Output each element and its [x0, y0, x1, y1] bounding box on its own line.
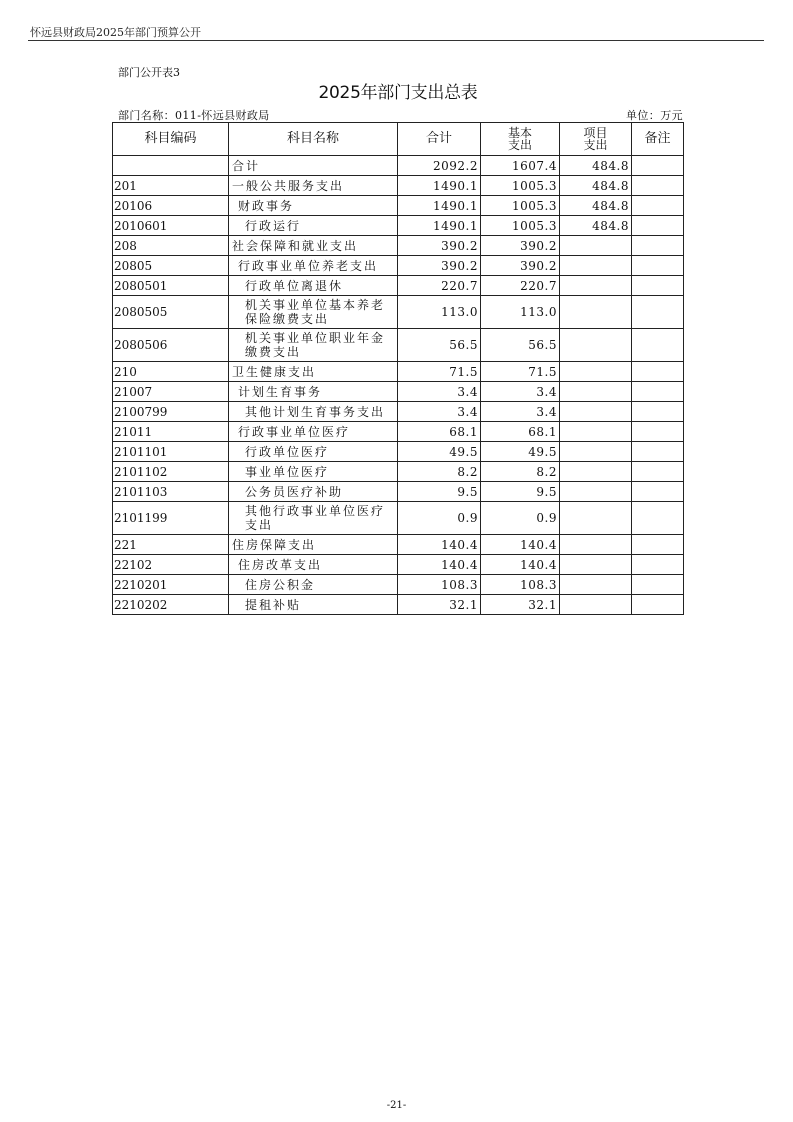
cell-note [632, 196, 684, 216]
cell-total: 8.2 [398, 462, 481, 482]
cell-basic: 390.2 [481, 236, 560, 256]
table-row [113, 276, 684, 296]
table-row [113, 362, 684, 382]
cell-project [560, 482, 632, 502]
cell-basic: 32.1 [481, 595, 560, 615]
cell-total: 1490.1 [398, 196, 481, 216]
cell-total: 2092.2 [398, 156, 481, 176]
cell-code: 210 [113, 362, 229, 382]
cell-project [560, 296, 632, 329]
header-note: 备注 [632, 123, 684, 156]
cell-code: 21011 [113, 422, 229, 442]
cell-total: 56.5 [398, 329, 481, 362]
table-row [113, 256, 684, 276]
cell-basic: 108.3 [481, 575, 560, 595]
table-row [113, 402, 684, 422]
cell-code: 20106 [113, 196, 229, 216]
table-row [113, 462, 684, 482]
cell-note [632, 276, 684, 296]
cell-name: 行政事业单位养老支出 [229, 256, 398, 276]
cell-basic: 49.5 [481, 442, 560, 462]
expenditure-table [112, 122, 684, 615]
header-name: 科目名称 [229, 123, 398, 156]
cell-total: 390.2 [398, 236, 481, 256]
cell-total: 1490.1 [398, 216, 481, 236]
cell-project [560, 402, 632, 422]
cell-note [632, 422, 684, 442]
cell-total: 113.0 [398, 296, 481, 329]
department-name-label: 部门名称：011-怀远县财政局 [118, 109, 270, 122]
table-row [113, 555, 684, 575]
cell-project [560, 442, 632, 462]
cell-basic: 56.5 [481, 329, 560, 362]
table-row [113, 442, 684, 462]
cell-total: 3.4 [398, 382, 481, 402]
cell-note [632, 575, 684, 595]
cell-total: 220.7 [398, 276, 481, 296]
header-basic [481, 123, 560, 156]
cell-code: 2080505 [113, 296, 229, 329]
table-row [113, 196, 684, 216]
cell-project: 484.8 [560, 216, 632, 236]
cell-project [560, 555, 632, 575]
cell-total: 140.4 [398, 555, 481, 575]
table-row [113, 482, 684, 502]
cell-code: 2080501 [113, 276, 229, 296]
cell-note [632, 236, 684, 256]
cell-name: 行政运行 [229, 216, 398, 236]
cell-name: 社会保障和就业支出 [229, 236, 398, 256]
cell-total: 49.5 [398, 442, 481, 462]
table-row [113, 296, 684, 329]
cell-basic: 3.4 [481, 402, 560, 422]
cell-note [632, 329, 684, 362]
cell-basic: 68.1 [481, 422, 560, 442]
cell-note [632, 502, 684, 535]
cell-note [632, 402, 684, 422]
table-row [113, 502, 684, 535]
header-total: 合计 [398, 123, 481, 156]
cell-total: 32.1 [398, 595, 481, 615]
cell-basic: 390.2 [481, 256, 560, 276]
cell-note [632, 482, 684, 502]
cell-name: 机关事业单位基本养老 保险缴费支出 [229, 296, 398, 329]
unit-label: 单位：万元 [626, 109, 683, 122]
table-header-row [113, 123, 684, 156]
table-row [113, 382, 684, 402]
cell-note [632, 595, 684, 615]
page-number: -21- [386, 1100, 407, 1111]
cell-code: 2010601 [113, 216, 229, 236]
cell-basic: 3.4 [481, 382, 560, 402]
cell-name: 计划生育事务 [229, 382, 398, 402]
header-project [560, 123, 632, 156]
table-row [113, 216, 684, 236]
cell-project: 484.8 [560, 176, 632, 196]
cell-name: 财政事务 [229, 196, 398, 216]
table-code-label: 部门公开表3 [118, 66, 180, 79]
cell-code: 2080506 [113, 329, 229, 362]
cell-name: 一般公共服务支出 [229, 176, 398, 196]
cell-project [560, 595, 632, 615]
cell-basic: 0.9 [481, 502, 560, 535]
cell-note [632, 442, 684, 462]
cell-note [632, 296, 684, 329]
cell-total: 3.4 [398, 402, 481, 422]
cell-name: 住房公积金 [229, 575, 398, 595]
cell-note [632, 156, 684, 176]
cell-note [632, 462, 684, 482]
table-row [113, 575, 684, 595]
cell-project [560, 362, 632, 382]
cell-total: 71.5 [398, 362, 481, 382]
header-divider [28, 40, 764, 41]
cell-project [560, 575, 632, 595]
cell-code: 2101103 [113, 482, 229, 502]
cell-code: 2210202 [113, 595, 229, 615]
cell-code: 2101102 [113, 462, 229, 482]
cell-note [632, 555, 684, 575]
cell-total: 68.1 [398, 422, 481, 442]
cell-code: 22102 [113, 555, 229, 575]
cell-code [113, 156, 229, 176]
table-row [113, 176, 684, 196]
cell-name: 行政单位离退休 [229, 276, 398, 296]
cell-basic: 113.0 [481, 296, 560, 329]
table-row [113, 595, 684, 615]
cell-name: 其他计划生育事务支出 [229, 402, 398, 422]
cell-basic: 9.5 [481, 482, 560, 502]
cell-project [560, 329, 632, 362]
running-header-title: 怀远县财政局2025年部门预算公开 [30, 26, 201, 39]
cell-basic: 1005.3 [481, 196, 560, 216]
header-basic-line2: 支出 [507, 138, 532, 152]
cell-project [560, 382, 632, 402]
header-project-line2: 支出 [583, 138, 608, 152]
header-code: 科目编码 [113, 123, 229, 156]
cell-name: 住房改革支出 [229, 555, 398, 575]
cell-basic: 140.4 [481, 535, 560, 555]
cell-name: 机关事业单位职业年金 缴费支出 [229, 329, 398, 362]
cell-total: 140.4 [398, 535, 481, 555]
cell-code: 221 [113, 535, 229, 555]
cell-code: 20805 [113, 256, 229, 276]
table-row [113, 236, 684, 256]
cell-project [560, 535, 632, 555]
cell-name: 公务员医疗补助 [229, 482, 398, 502]
cell-basic: 1005.3 [481, 176, 560, 196]
cell-name: 行政事业单位医疗 [229, 422, 398, 442]
cell-name: 住房保障支出 [229, 535, 398, 555]
page-title: 2025年部门支出总表 [318, 83, 478, 103]
cell-project [560, 256, 632, 276]
cell-basic: 140.4 [481, 555, 560, 575]
cell-name: 合计 [229, 156, 398, 176]
table-row [113, 535, 684, 555]
cell-project [560, 502, 632, 535]
cell-project: 484.8 [560, 196, 632, 216]
cell-note [632, 535, 684, 555]
cell-name: 其他行政事业单位医疗 支出 [229, 502, 398, 535]
cell-name: 事业单位医疗 [229, 462, 398, 482]
cell-basic: 71.5 [481, 362, 560, 382]
cell-code: 21007 [113, 382, 229, 402]
cell-code: 208 [113, 236, 229, 256]
cell-total: 1490.1 [398, 176, 481, 196]
cell-code: 2101199 [113, 502, 229, 535]
cell-basic: 1005.3 [481, 216, 560, 236]
cell-total: 390.2 [398, 256, 481, 276]
cell-code: 2210201 [113, 575, 229, 595]
cell-project [560, 422, 632, 442]
cell-code: 2101101 [113, 442, 229, 462]
cell-total: 108.3 [398, 575, 481, 595]
cell-project [560, 236, 632, 256]
cell-basic: 1607.4 [481, 156, 560, 176]
cell-name: 提租补贴 [229, 595, 398, 615]
table-row [113, 329, 684, 362]
cell-note [632, 382, 684, 402]
cell-project: 484.8 [560, 156, 632, 176]
cell-note [632, 176, 684, 196]
cell-code: 201 [113, 176, 229, 196]
cell-total: 9.5 [398, 482, 481, 502]
cell-code: 2100799 [113, 402, 229, 422]
cell-note [632, 362, 684, 382]
cell-total: 0.9 [398, 502, 481, 535]
cell-note [632, 216, 684, 236]
cell-project [560, 276, 632, 296]
cell-project [560, 462, 632, 482]
table-row [113, 156, 684, 176]
header-project-line1: 项目 [583, 126, 608, 140]
table-row [113, 422, 684, 442]
cell-name: 行政单位医疗 [229, 442, 398, 462]
cell-basic: 220.7 [481, 276, 560, 296]
cell-basic: 8.2 [481, 462, 560, 482]
cell-name: 卫生健康支出 [229, 362, 398, 382]
cell-note [632, 256, 684, 276]
header-basic-line1: 基本 [507, 126, 532, 140]
